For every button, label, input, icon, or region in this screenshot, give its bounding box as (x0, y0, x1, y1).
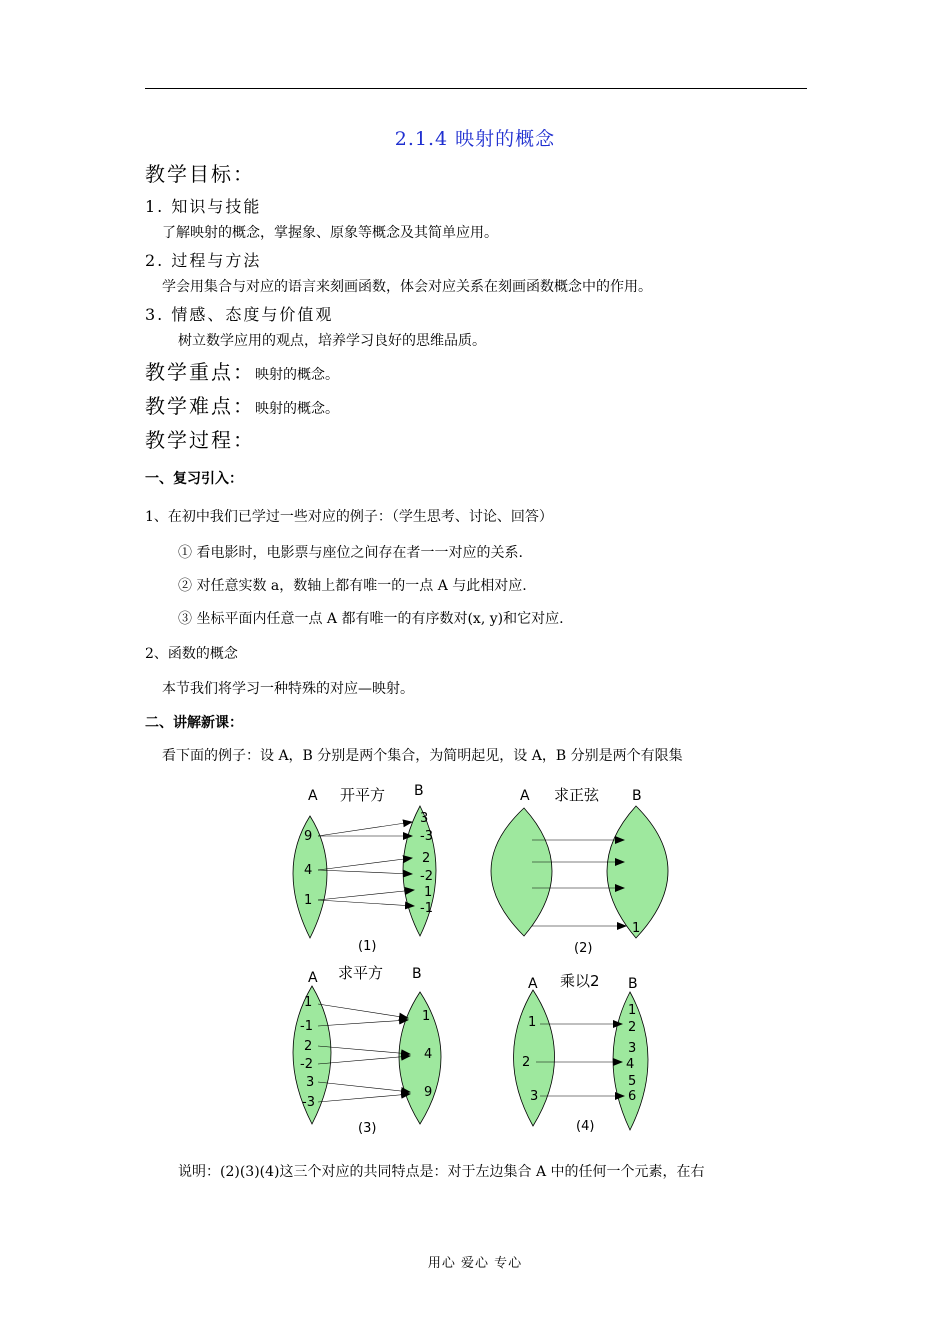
objective-2-heading: 2. 过程与方法 (145, 251, 262, 270)
b-value: -1 (420, 901, 433, 916)
b-value: 3 (420, 811, 429, 826)
b-value: 2 (422, 851, 431, 866)
b-value: 1 (424, 885, 433, 900)
section1-heading: 一、复习引入： (145, 471, 243, 487)
a-value: 1 (304, 893, 313, 908)
mapping-arrow (318, 1082, 410, 1092)
key-point-text: 映射的概念。 (255, 367, 339, 383)
diagram-4 (514, 972, 649, 1134)
diagram-caption: (1) (358, 939, 377, 954)
set-b-label: B (412, 966, 422, 982)
objective-1-heading: 1. 知识与技能 (145, 197, 262, 216)
a-value: 3 (306, 1075, 315, 1090)
key-point-label: 教学重点： (145, 360, 255, 384)
diagram-1 (293, 783, 436, 954)
mapping-arrow (318, 1020, 408, 1026)
mapping-arrow (318, 890, 414, 900)
example-3: ③ 坐标平面内任意一点 A 都有唯一的有序数对(x, y)和它对应. (178, 611, 564, 627)
a-value: 1 (528, 1015, 537, 1030)
set-b-label: B (628, 976, 638, 992)
b-value: 6 (628, 1089, 637, 1104)
section1-p1: 1、在初中我们已学过一些对应的例子：（学生思考、讨论、回答） (145, 509, 553, 525)
example-2: ② 对任意实数 a，数轴上都有唯一的一点 A 与此相对应. (178, 578, 527, 594)
diagram-caption: (3) (358, 1121, 377, 1136)
a-value: 3 (530, 1089, 539, 1104)
diagram-2 (491, 786, 668, 956)
b-value: 1 (422, 1009, 431, 1024)
set-a-label: A (308, 970, 318, 986)
set-a-oval (514, 990, 555, 1126)
rule-label: 求正弦 (554, 786, 600, 804)
a-value: -2 (300, 1057, 313, 1072)
set-b-oval (607, 806, 668, 938)
b-value: -3 (420, 829, 433, 844)
b-value: 1 (632, 921, 641, 936)
set-b-label: B (414, 783, 424, 799)
b-value: -2 (420, 869, 433, 884)
mapping-arrow (318, 822, 412, 836)
b-value: 5 (628, 1074, 637, 1089)
objective-2-text: 学会用集合与对应的语言来刻画函数，体会对应关系在刻画函数概念中的作用。 (162, 279, 652, 295)
set-b-oval (399, 992, 441, 1124)
mapping-arrow (318, 1004, 408, 1018)
mapping-arrow (318, 1046, 410, 1054)
b-value: 3 (628, 1041, 637, 1056)
objective-3-heading: 3. 情感、态度与价值观 (145, 305, 334, 324)
set-a-label: A (308, 788, 318, 804)
mapping-arrow (318, 1094, 410, 1102)
objective-3-text: 树立数学应用的观点，培养学习良好的思维品质。 (178, 333, 486, 349)
a-value: 1 (304, 995, 313, 1010)
a-value: -1 (300, 1019, 313, 1034)
rule-label: 求平方 (338, 964, 384, 982)
mapping-arrow (318, 870, 412, 874)
section1-p3: 本节我们将学习一种特殊的对应—映射。 (162, 681, 414, 697)
example-1: ① 看电影时，电影票与座位之间存在者一一对应的关系. (178, 545, 523, 561)
b-value: 2 (628, 1020, 637, 1035)
diagram-caption: (4) (576, 1119, 595, 1134)
mapping-arrow (318, 858, 412, 870)
section1-p2: 2、函数的概念 (145, 646, 238, 662)
b-value: 4 (626, 1057, 635, 1072)
page-title: 2.1.4 映射的概念 (394, 128, 556, 150)
difficulty-label: 教学难点： (145, 394, 255, 418)
b-value: 1 (628, 1003, 637, 1018)
process-heading: 教学过程： (145, 428, 255, 452)
rule-label: 开平方 (340, 786, 386, 804)
set-a-label: A (528, 976, 538, 992)
objectives-heading: 教学目标： (145, 162, 255, 186)
set-a-label: A (520, 788, 530, 804)
objective-1-text: 了解映射的概念，掌握象、原象等概念及其简单应用。 (162, 225, 498, 241)
a-value: -3 (302, 1095, 315, 1110)
diagram-caption: (2) (574, 941, 593, 956)
a-value: 9 (304, 829, 313, 844)
set-b-label: B (632, 788, 642, 804)
page-footer: 用心 爱心 专心 (427, 1256, 523, 1271)
set-a-oval (491, 808, 552, 936)
section2-heading: 二、讲解新课： (145, 715, 243, 731)
b-value: 9 (424, 1085, 433, 1100)
mapping-arrow (318, 900, 414, 906)
a-value: 2 (304, 1039, 313, 1054)
section2-p1: 看下面的例子：设 A，B 分别是两个集合，为简明起见，设 A，B 分别是两个有限集 (162, 748, 683, 764)
b-value: 4 (424, 1047, 433, 1062)
rule-label: 乘以2 (560, 972, 600, 990)
explanation: 说明：(2)(3)(4)这三个对应的共同特点是：对于左边集合 A 中的任何一个元素，在右 (178, 1164, 705, 1180)
mapping-arrow (318, 1056, 410, 1064)
a-value: 4 (304, 863, 313, 878)
a-value: 2 (522, 1055, 531, 1070)
diagram-3 (293, 964, 441, 1136)
difficulty-text: 映射的概念。 (255, 401, 339, 417)
